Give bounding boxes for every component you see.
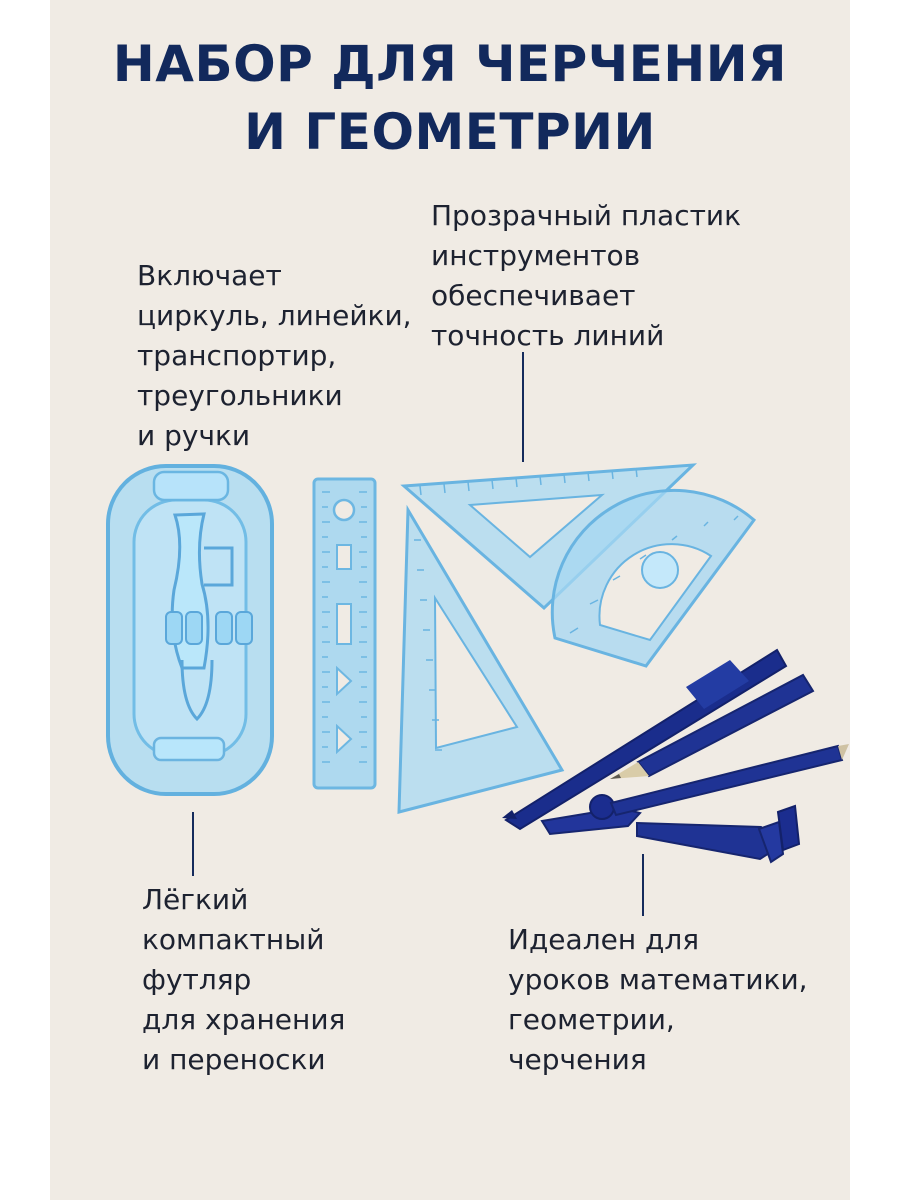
caption-ideal-line-1: Идеален для <box>508 923 700 956</box>
caption-plastic <box>431 196 741 356</box>
caption-ideal-line-4: черчения <box>508 1043 647 1076</box>
caption-includes-line-5: и ручки <box>137 419 251 452</box>
set-square-icon-left <box>399 510 562 812</box>
caption-plastic-line-2: инструментов <box>431 239 641 272</box>
protractor-icon <box>552 490 754 666</box>
set-square-icon-top <box>404 465 693 608</box>
caption-ideal-line-3: геометрии, <box>508 1003 675 1036</box>
caption-ideal-line-2: уроков математики, <box>508 963 808 996</box>
pen-icon <box>502 650 786 829</box>
caption-case-line-3: футляр <box>142 963 252 996</box>
connector-ideal <box>642 854 644 916</box>
title-line-1: НАБОР ДЛЯ ЧЕРЧЕНИЯ <box>112 35 788 93</box>
caption-ideal <box>508 920 808 1080</box>
caption-case-line-4: для хранения <box>142 1003 346 1036</box>
ruler-icon <box>314 479 375 788</box>
caption-plastic-line-3: обеспечивает <box>431 279 636 312</box>
caption-includes-line-2: циркуль, линейки, <box>137 299 412 332</box>
caption-includes-line-3: транспортир, <box>137 339 337 372</box>
caption-case-line-2: компактный <box>142 923 325 956</box>
caption-case-line-1: Лёгкий <box>142 883 249 916</box>
caption-includes-line-4: треугольники <box>137 379 343 412</box>
pencil-case-icon <box>108 466 272 794</box>
connector-case <box>192 812 194 876</box>
caption-plastic-line-1: Прозрачный пластик <box>431 199 742 232</box>
caption-includes <box>137 256 412 456</box>
page-title <box>50 30 850 166</box>
title-line-2: И ГЕОМЕТРИИ <box>244 103 656 161</box>
caption-case <box>142 880 345 1080</box>
caption-includes-line-1: Включает <box>137 259 282 292</box>
compass-icon <box>542 744 849 862</box>
connector-plastic <box>522 352 524 462</box>
caption-plastic-line-4: точность линий <box>431 319 665 352</box>
product-card <box>50 0 850 1200</box>
caption-case-line-5: и переноски <box>142 1043 326 1076</box>
pencil-icon <box>610 675 813 779</box>
